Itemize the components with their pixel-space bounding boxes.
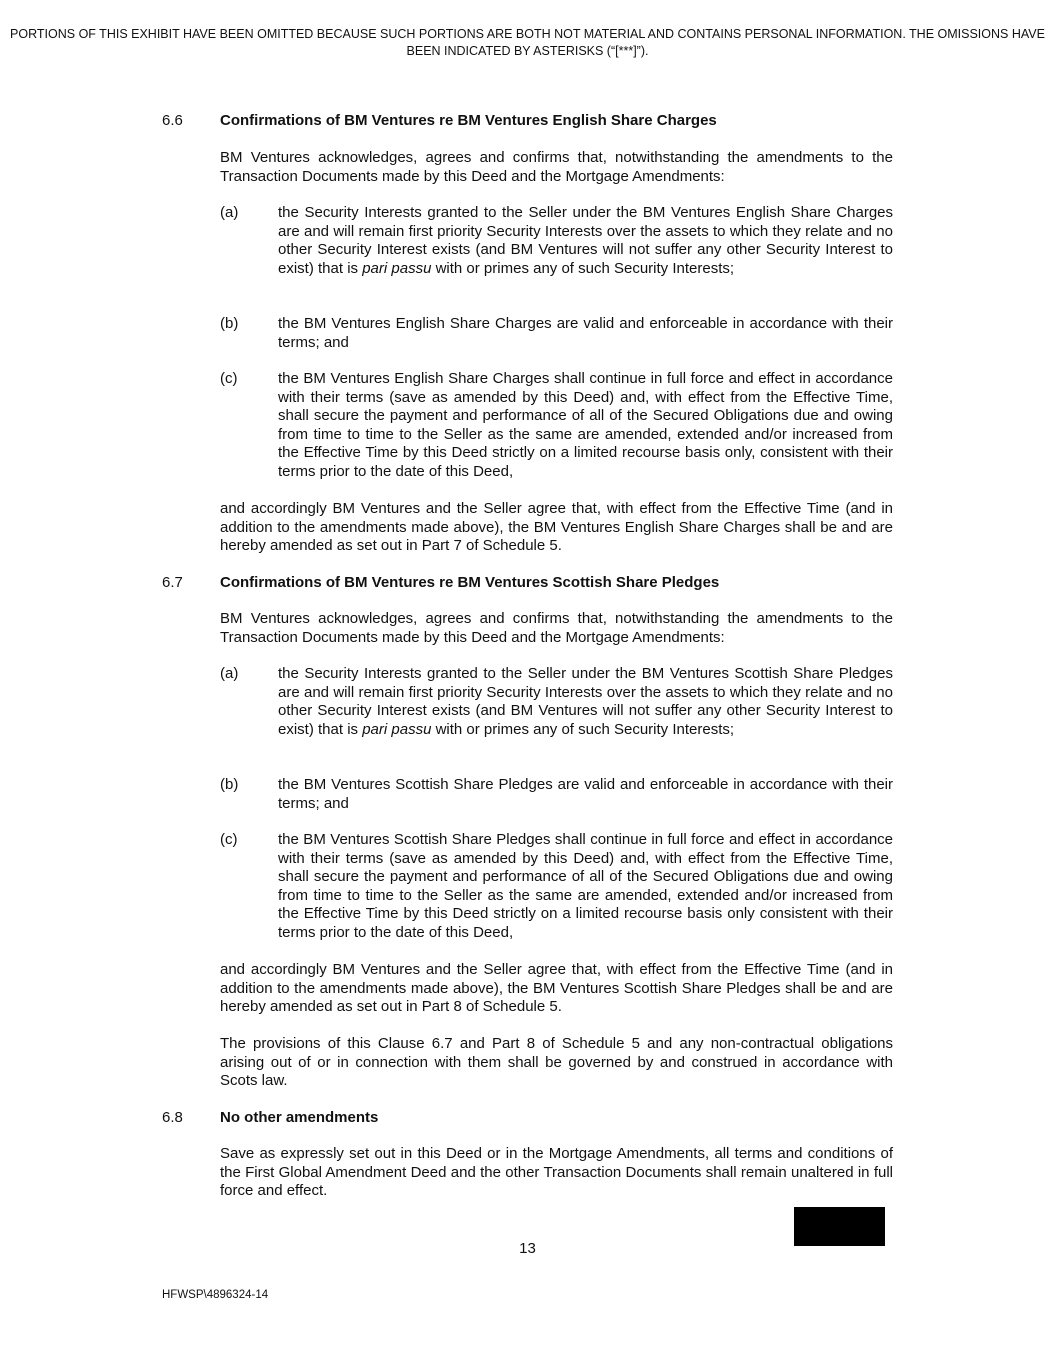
section-intro: BM Ventures acknowledges, agrees and confirms that, notwithstanding the amendments to the Transaction Documents made by this Deed and the Mortgage Amendments: (220, 610, 893, 646)
page-number: 13 (519, 1240, 536, 1257)
section-number: 6.7 (162, 574, 183, 591)
governing-law-clause: The provisions of this Clause 6.7 and Part 8 of Schedule 5 and any non-contractual obligations arising out of or in connection with them shall be governed by and construed in accordance with Scots law. (220, 1035, 893, 1090)
section-title: Confirmations of BM Ventures re BM Ventures Scottish Share Pledges (220, 574, 720, 591)
item-label: (b) (220, 315, 239, 332)
item-label: (a) (220, 204, 239, 221)
section-heading-6-7 (162, 573, 902, 592)
redaction-notice: PORTIONS OF THIS EXHIBIT HAVE BEEN OMITTED BECAUSE SUCH PORTIONS ARE BOTH NOT MATERIAL AND CONTAINS PERSONAL INFORMATION. THE OMISSIONS HAVE BEEN INDICATED BY ASTERISKS (“[***]”). (10, 27, 1045, 58)
document-reference: HFWSP\4896324-14 (162, 1289, 269, 1301)
item-label: (b) (220, 776, 239, 793)
item-text: the Security Interests granted to the Seller under the BM Ventures Scottish Share Pledges are and will remain first priority Security Interests over the assets to which they relate and no other Security Interest exists (and BM Ventures will not suffer any other Security Interest to exist) that is pari passu with or primes any of such Security Interests; (278, 665, 893, 738)
item-text: the BM Ventures Scottish Share Pledges shall continue in full force and effect in accordance with their terms (save as amended by this Deed) and, with effect from the Effective Time, shall secure the payment and performance of all of the Secured Obligations due and owing from time to time to the Seller as the same are amended, extended and/or increased from the Effective Time by this Deed strictly on a limited recourse basis only consistent with their terms prior to the date of this Deed, (278, 831, 893, 941)
section-title: No other amendments (220, 1109, 379, 1126)
section-heading-6-6 (162, 111, 902, 130)
item-text: the BM Ventures English Share Charges shall continue in full force and effect in accordance with their terms (save as amended by this Deed) and, with effect from the Effective Time, shall secure the payment and performance of all of the Secured Obligations due and owing from time to time to the Seller as the same are amended, extended and/or increased from the Effective Time by this Deed strictly on a limited recourse basis only, consistent with their terms prior to the date of this Deed, (278, 370, 893, 480)
section-text: Save as expressly set out in this Deed or in the Mortgage Amendments, all terms and conditions of the First Global Amendment Deed and the other Transaction Documents shall remain unaltered in full force and effect. (220, 1145, 893, 1200)
item-text: the BM Ventures English Share Charges are valid and enforceable in accordance with their terms; and (278, 315, 893, 351)
section-closing: and accordingly BM Ventures and the Seller agree that, with effect from the Effective Time (and in addition to the amendments made above), the BM Ventures Scottish Share Pledges shall be and are hereby amended as set out in Part 8 of Schedule 5. (220, 961, 893, 1016)
item-text: the BM Ventures Scottish Share Pledges are valid and enforceable in accordance with their terms; and (278, 776, 893, 812)
item-text: the Security Interests granted to the Seller under the BM Ventures English Share Charges are and will remain first priority Security Interests over the assets to which they relate and no other Security Interest exists (and BM Ventures will not suffer any other Security Interest to exist) that is pari passu with or primes any of such Security Interests; (278, 204, 893, 277)
section-title: Confirmations of BM Ventures re BM Ventures English Share Charges (220, 112, 717, 129)
item-label: (a) (220, 665, 239, 682)
section-closing: and accordingly BM Ventures and the Seller agree that, with effect from the Effective Time (and in addition to the amendments made above), the BM Ventures English Share Charges shall be and are hereby amended as set out in Part 7 of Schedule 5. (220, 500, 893, 555)
section-number: 6.6 (162, 112, 183, 129)
section-heading-6-8 (162, 1108, 902, 1127)
item-label: (c) (220, 370, 238, 387)
section-number: 6.8 (162, 1109, 183, 1126)
item-label: (c) (220, 831, 238, 848)
section-intro: BM Ventures acknowledges, agrees and confirms that, notwithstanding the amendments to the Transaction Documents made by this Deed and the Mortgage Amendments: (220, 149, 893, 185)
